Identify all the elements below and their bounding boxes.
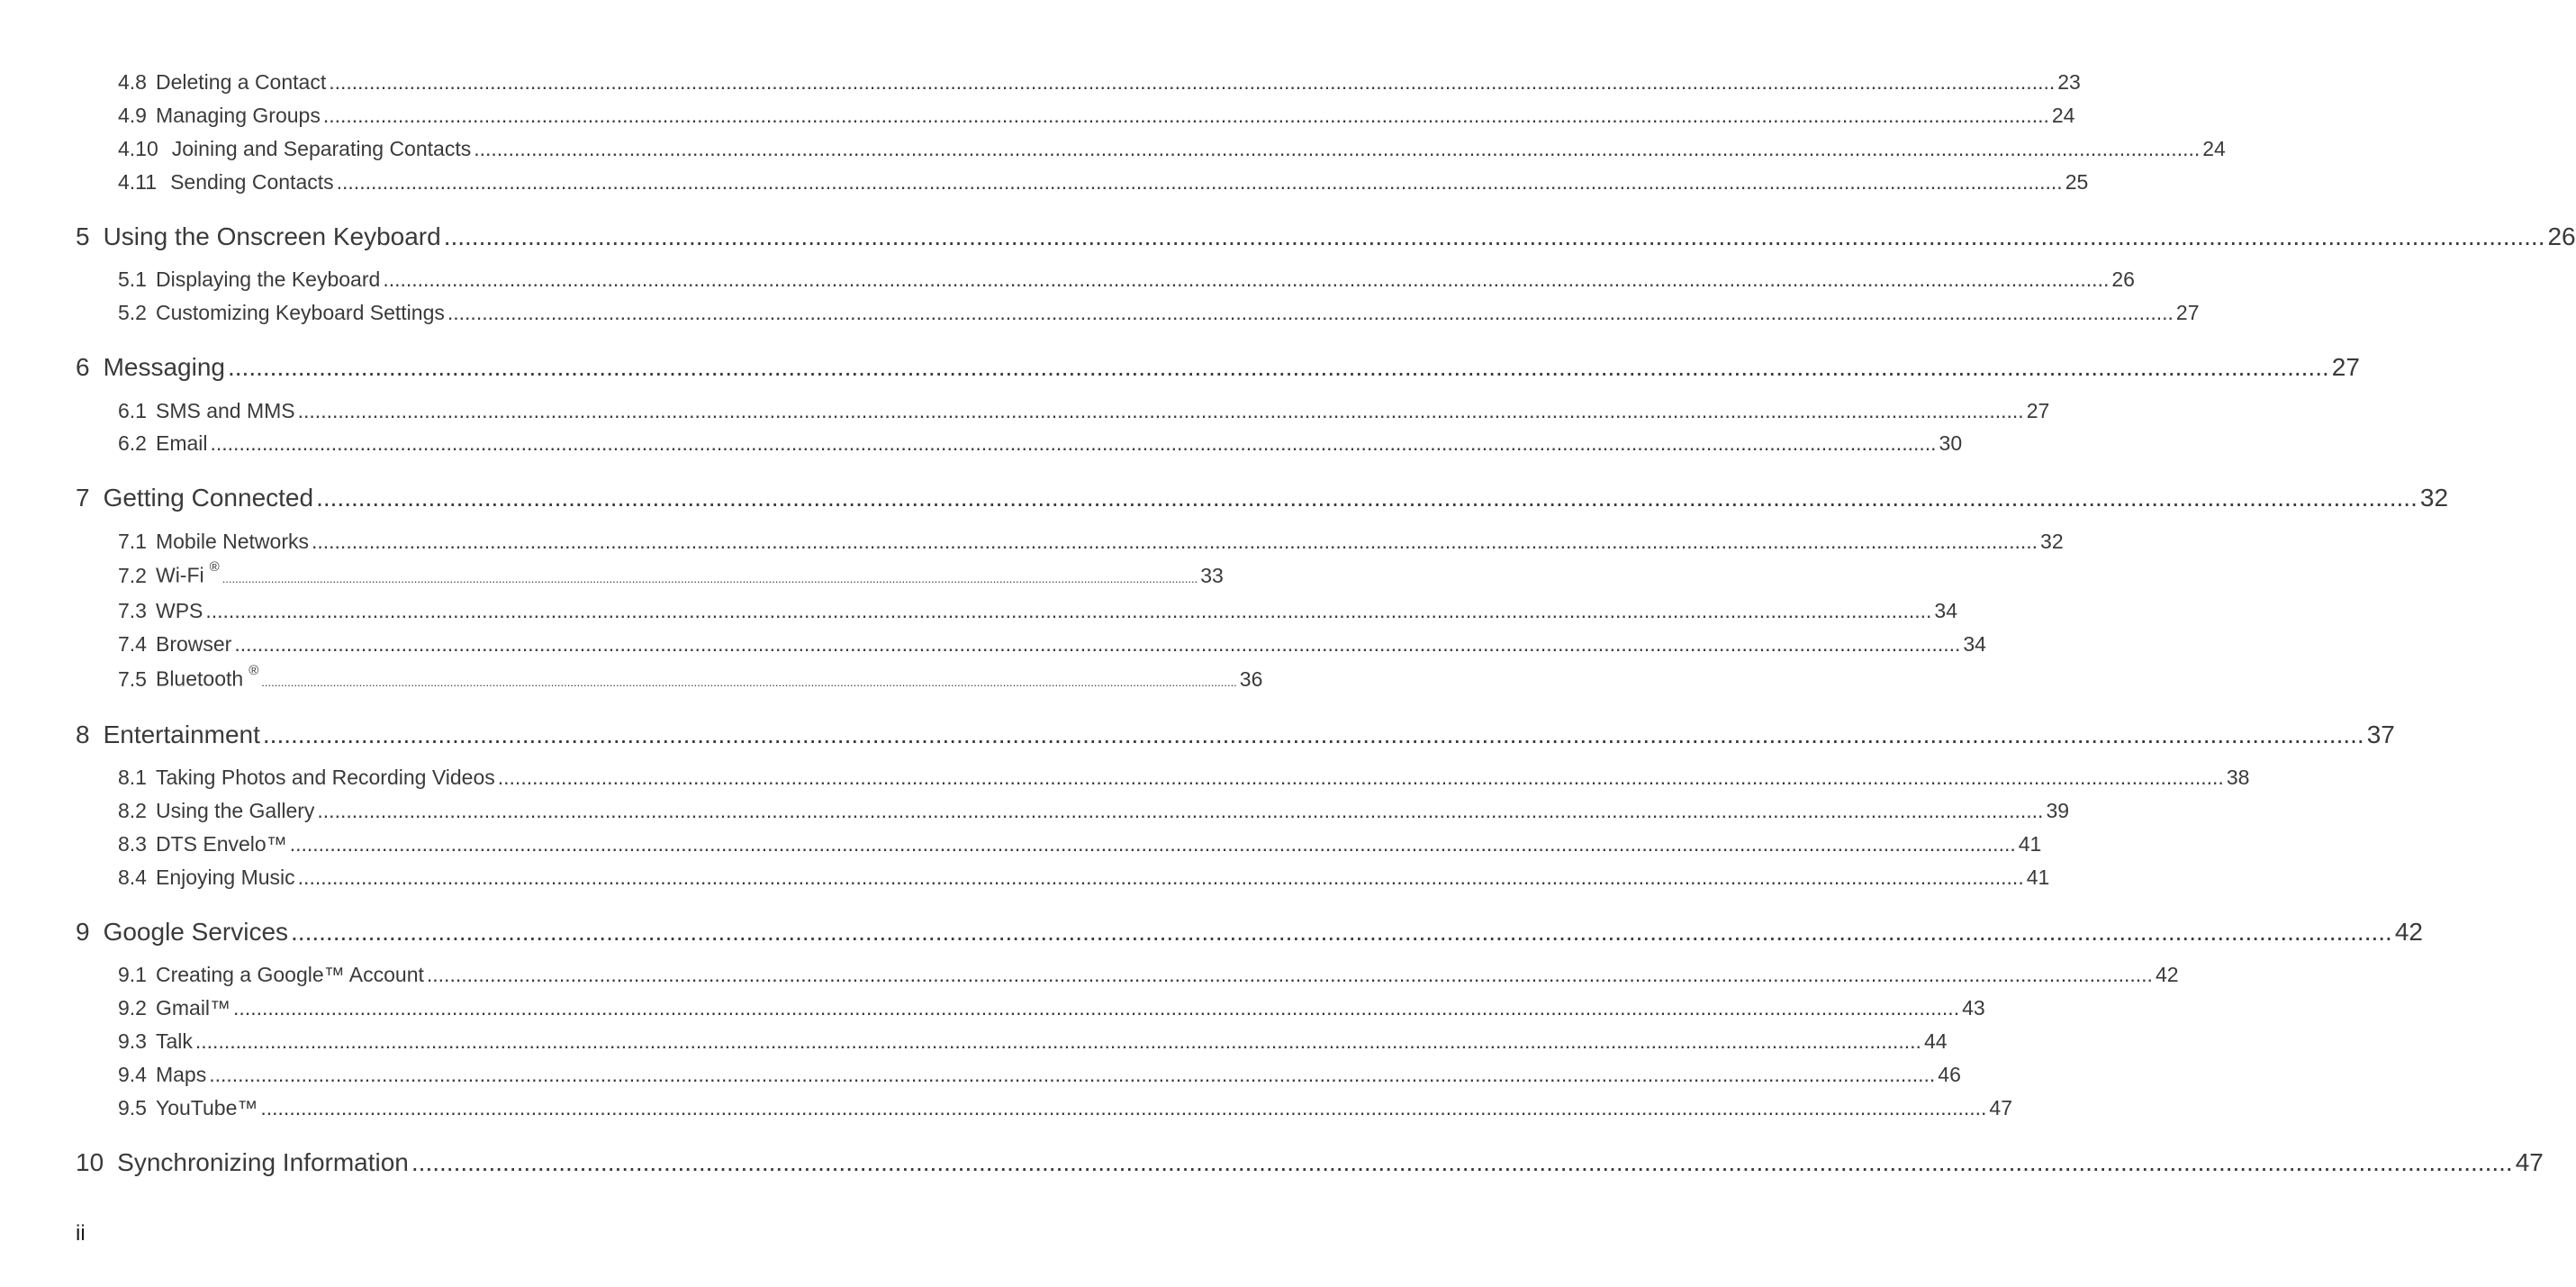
- toc-leader-dots: ............................................................................................................................................................................................................................................................................................................: [234, 632, 1961, 656]
- toc-entry-title: [104, 484, 314, 512]
- toc-leader-dots: ............................................................................................................................................................................................................................................................................................................: [194, 1029, 1921, 1053]
- toc-leader-dots: ............................................................................................................................................................................................................................................................................................................: [205, 599, 1932, 622]
- toc-entry-number: 7.4: [118, 632, 147, 656]
- toc-entry-number: 8.2: [118, 799, 147, 822]
- toc-entry-title: [156, 632, 231, 657]
- toc-section-entry[interactable]: [118, 137, 2226, 161]
- toc-entry-title-text: Joining and Separating Contacts: [171, 137, 472, 160]
- toc-entry-number: 5: [76, 222, 90, 250]
- toc-entry-title: [156, 1063, 206, 1087]
- toc-entry-title-text: Customizing Keyboard Settings: [155, 301, 445, 324]
- toc-entry-number: 9.1: [118, 963, 147, 986]
- toc-entry-title-text: Browser: [155, 632, 232, 656]
- toc-entry-title-text: Creating a Google™ Account: [155, 963, 424, 986]
- toc-entry-title: [156, 104, 321, 128]
- toc-section-entry[interactable]: [118, 301, 2200, 325]
- toc-leader-dots: ............................................................................................................................................................................................................................................................................................................: [383, 267, 2110, 291]
- toc-entry-title-text: Enjoying Music: [155, 866, 295, 889]
- toc-entry-page: 34: [1963, 632, 1986, 656]
- toc-section-entry[interactable]: [118, 832, 2042, 856]
- toc-entry-page: 26: [2111, 267, 2135, 291]
- toc-entry-title: [117, 1148, 409, 1177]
- toc-entry-page: 42: [2155, 963, 2179, 986]
- toc-leader-dots: ............................................................................................................................................................................................................................................................................................................: [316, 484, 2418, 512]
- toc-leader-dots: ............................................................................................................................................................................................................................................................................................................: [209, 1063, 1936, 1086]
- toc-entry-page: 41: [2026, 866, 2050, 889]
- toc-entry-title-text: Deleting a Contact: [155, 70, 327, 94]
- toc-entry-page: 32: [2419, 484, 2449, 512]
- toc-entry-title-text: Getting Connected: [103, 484, 314, 512]
- toc-entry-title: [104, 918, 288, 947]
- toc-entry-title-text: Using the Gallery: [155, 799, 315, 822]
- toc-entry-number: 10: [76, 1148, 104, 1176]
- toc-entry-title-text: Maps: [155, 1063, 207, 1086]
- toc-entry-title: [156, 599, 203, 623]
- toc-entry-page: 46: [1938, 1063, 1961, 1086]
- toc-chapter-entry[interactable]: [76, 222, 2576, 251]
- toc-section-entry[interactable]: [118, 963, 2179, 987]
- toc-entry-title: [156, 431, 208, 456]
- toc-leader-dots: ............................................................................................................................................................................................................................................................................................................: [311, 530, 2038, 553]
- toc-entry-title: [156, 267, 380, 292]
- toc-entry-number: 5.2: [118, 301, 147, 324]
- toc-entry-number: 9.2: [118, 996, 147, 1020]
- toc-entry-page: 27: [2026, 399, 2050, 422]
- toc-section-entry[interactable]: [118, 431, 1963, 456]
- toc-entry-title-text: Mobile Networks: [155, 530, 309, 553]
- toc-leader-dots: ............................................................................................................................................................................................................................................................................................................: [443, 222, 2545, 250]
- toc-entry-page: 44: [1923, 1029, 1948, 1053]
- toc-entry-number: 8.4: [118, 866, 147, 889]
- toc-entry-number: 7: [76, 484, 90, 512]
- toc-leader-dots: ............................................................................................................................................................................................................................................................................................................: [221, 571, 1198, 585]
- toc-entry-title: [104, 353, 225, 382]
- toc-entry-page: 47: [1989, 1096, 2013, 1119]
- toc-entry-title: [156, 866, 295, 890]
- toc-entry-title-text: SMS and MMS: [155, 399, 295, 422]
- toc-entry-title: [156, 996, 230, 1020]
- toc-entry-title-text: YouTube™: [155, 1096, 258, 1119]
- toc-entry-page: 34: [1934, 599, 1958, 622]
- toc-section-entry[interactable]: [118, 799, 2070, 823]
- toc-entry-page: 36: [1239, 666, 1263, 691]
- toc-entry-title: [156, 832, 287, 856]
- toc-entry-page: 37: [2366, 721, 2395, 748]
- toc-leader-dots: ............................................................................................................................................................................................................................................................................................................: [411, 1148, 2513, 1176]
- toc-leader-dots: ............................................................................................................................................................................................................................................................................................................: [426, 963, 2153, 986]
- toc-entry-number: 9.4: [118, 1063, 147, 1086]
- toc-chapter-entry[interactable]: [76, 918, 2423, 947]
- toc-entry-page: 26: [2547, 222, 2576, 250]
- toc-entry-title: [156, 70, 326, 95]
- toc-section-entry[interactable]: [118, 170, 2089, 195]
- toc-entry-title-text: Gmail™: [155, 996, 231, 1020]
- toc-entry-number: 6: [76, 353, 90, 381]
- toc-section-entry[interactable]: [118, 996, 1985, 1020]
- toc-entry-number: 8.1: [118, 766, 147, 789]
- toc-entry-title-text: Synchronizing Information: [117, 1148, 409, 1176]
- toc-entry-title-text: Entertainment: [103, 721, 260, 748]
- toc-leader-dots: ............................................................................................................................................................................................................................................................................................................: [317, 799, 2044, 822]
- toc-entry-page: 38: [2226, 766, 2250, 789]
- toc-entry-number: 4.8: [118, 70, 147, 94]
- page-number: ii: [76, 1221, 86, 1246]
- toc-entry-title: [155, 559, 220, 588]
- toc-entry-page: 24: [2202, 137, 2226, 160]
- toc-leader-dots: ............................................................................................................................................................................................................................................................................................................: [262, 721, 2364, 748]
- toc-entry-title-text: DTS Envelo™: [155, 832, 287, 856]
- toc-entry-title: [104, 721, 260, 749]
- toc-section-entry[interactable]: [118, 267, 2135, 292]
- toc-entry-page: 43: [1962, 996, 1985, 1020]
- toc-leader-dots: ............................................................................................................................................................................................................................................................................................................: [497, 766, 2224, 789]
- toc-leader-dots: ............................................................................................................................................................................................................................................................................................................: [260, 1096, 1987, 1119]
- toc-entry-page: 30: [1939, 431, 1963, 455]
- toc-entry-number: 7.1: [118, 530, 147, 553]
- toc-entry-title: [156, 1096, 258, 1120]
- toc-entry-title: [156, 399, 295, 423]
- toc-entry-page: 39: [2046, 799, 2070, 822]
- toc-leader-dots: ............................................................................................................................................................................................................................................................................................................: [210, 431, 1937, 455]
- toc-leader-dots: ............................................................................................................................................................................................................................................................................................................: [233, 996, 1960, 1020]
- toc-leader-dots: ............................................................................................................................................................................................................................................................................................................: [297, 399, 2024, 422]
- toc-entry-title: [172, 137, 471, 161]
- toc-entry-page: 27: [2331, 353, 2360, 381]
- toc-leader-dots: ............................................................................................................................................................................................................................................................................................................: [474, 137, 2201, 160]
- toc-entry-title: [156, 766, 495, 790]
- toc-leader-dots: ............................................................................................................................................................................................................................................................................................................: [322, 104, 2049, 127]
- toc-entry-title-text: Taking Photos and Recording Videos: [155, 766, 495, 789]
- toc-entry-number: 4.10: [118, 137, 158, 160]
- toc-section-entry[interactable]: [118, 1096, 2013, 1120]
- toc-chapter-entry[interactable]: [76, 721, 2395, 749]
- toc-section-entry[interactable]: [118, 866, 2050, 890]
- toc-entry-title: [156, 799, 314, 823]
- toc-entry-number: 5.1: [118, 267, 147, 291]
- toc-leader-dots: ............................................................................................................................................................................................................................................................................................................: [291, 918, 2392, 946]
- toc-entry-number: 4.11: [118, 170, 158, 194]
- toc-entry-title-text: Bluetooth: [155, 666, 244, 691]
- toc-leader-dots: ............................................................................................................................................................................................................................................................................................................: [227, 353, 2329, 381]
- toc-entry-number: 7.5: [118, 666, 147, 691]
- toc-section-entry[interactable]: [118, 766, 2250, 790]
- registered-mark: ®: [249, 663, 259, 678]
- toc-section-entry[interactable]: [118, 1029, 1948, 1054]
- toc-entry-number: 7.2: [118, 563, 147, 587]
- toc-entry-title: [156, 963, 424, 987]
- toc-entry-number: 8.3: [118, 832, 147, 856]
- toc-leader-dots: ............................................................................................................................................................................................................................................................................................................: [336, 170, 2063, 194]
- toc-entry-title: [156, 530, 309, 554]
- toc-entry-title: [155, 663, 259, 692]
- toc-entry-title-text: Managing Groups: [155, 104, 321, 127]
- toc-entry-page: 27: [2175, 301, 2200, 324]
- toc-entry-page: 33: [1200, 563, 1224, 587]
- toc-entry-page: 23: [2057, 70, 2081, 94]
- toc-leader-dots: ............................................................................................................................................................................................................................................................................................................: [329, 70, 2056, 94]
- toc-entry-title: [156, 301, 445, 325]
- toc-chapter-entry[interactable]: [76, 353, 2360, 382]
- toc-entry-page: 24: [2051, 104, 2075, 127]
- toc-entry-page: 32: [2040, 530, 2064, 553]
- toc-entry-title-text: Wi-Fi: [155, 563, 204, 587]
- toc-entry-title-text: Displaying the Keyboard: [155, 267, 381, 291]
- toc-section-entry[interactable]: [118, 104, 2075, 128]
- toc-entry-number: 9.3: [118, 1029, 147, 1053]
- toc-entry-number: 9: [76, 918, 90, 946]
- toc-entry-number: 6.2: [118, 431, 147, 455]
- toc-leader-dots: ............................................................................................................................................................................................................................................................................................................: [447, 301, 2174, 324]
- toc-entry-number: 7.3: [118, 599, 147, 622]
- toc-entry-title-text: Google Services: [103, 918, 289, 946]
- toc-chapter-entry[interactable]: [76, 1148, 2544, 1177]
- toc-section-entry[interactable]: [118, 632, 1986, 657]
- toc-entry-page: 47: [2515, 1148, 2544, 1176]
- toc-entry-number: 6.1: [118, 399, 147, 422]
- toc-entry-number: 9.5: [118, 1096, 147, 1119]
- toc-entry-title: [156, 1029, 193, 1054]
- toc-entry-page: 41: [2018, 832, 2042, 856]
- toc-leader-dots: ............................................................................................................................................................................................................................................................................................................: [261, 675, 1237, 689]
- toc-section-entry[interactable]: [118, 399, 2050, 423]
- toc-section-entry[interactable]: [118, 530, 2064, 554]
- toc-chapter-entry[interactable]: [76, 484, 2449, 512]
- toc-section-entry[interactable]: [118, 663, 1263, 692]
- toc-entry-number: 8: [76, 721, 90, 748]
- toc-entry-page: 25: [2065, 170, 2089, 194]
- toc-entry-title-text: Using the Onscreen Keyboard: [103, 222, 441, 250]
- toc-entry-title-text: WPS: [155, 599, 203, 622]
- toc-section-entry[interactable]: [118, 70, 2081, 95]
- toc-section-entry[interactable]: [118, 559, 1224, 588]
- toc-entry-page: 42: [2394, 918, 2423, 946]
- toc-entry-title-text: Email: [155, 431, 208, 455]
- toc-leader-dots: ............................................................................................................................................................................................................................................................................................................: [297, 866, 2024, 889]
- toc-entry-title-text: Talk: [155, 1029, 193, 1053]
- registered-mark: ®: [209, 559, 220, 575]
- toc-entry-number: 4.9: [118, 104, 147, 127]
- toc-section-entry[interactable]: [118, 1063, 1961, 1087]
- toc-entry-title-text: Sending Contacts: [170, 170, 334, 194]
- toc-leader-dots: ............................................................................................................................................................................................................................................................................................................: [289, 832, 2016, 856]
- toc-entry-title-text: Messaging: [103, 353, 225, 381]
- toc-entry-title: [170, 170, 334, 195]
- toc-section-entry[interactable]: [118, 599, 1958, 623]
- toc-entry-title: [104, 222, 441, 251]
